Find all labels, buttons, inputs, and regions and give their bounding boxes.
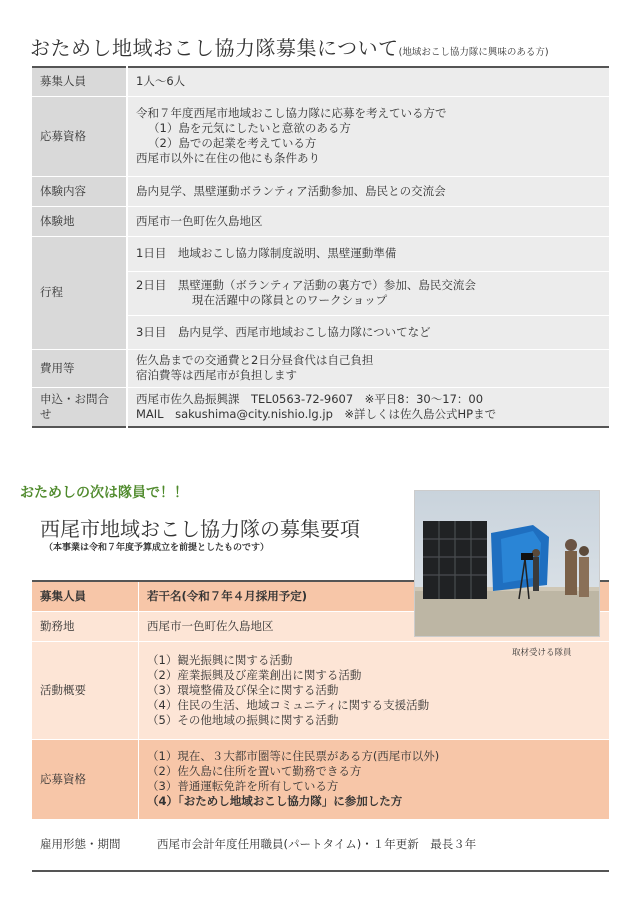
schedule-day-3: 3日目 島内見学、西尾市地域おこし協力隊についてなど: [127, 315, 609, 349]
trial-program-table: [32, 66, 609, 428]
row-label: 申込・お問合せ: [32, 387, 127, 427]
table-row: [32, 819, 609, 871]
schedule-day-1: 1日目 地域おこし協力隊制度説明、黒壁運動準備: [127, 236, 609, 271]
row-value: 西尾市会計年度任用職員(パートタイム)・１年更新 最長３年: [139, 819, 610, 871]
row-label: 応募資格: [32, 96, 127, 176]
table-row: [32, 96, 609, 176]
row-value: 西尾市一色町佐久島地区: [139, 611, 610, 641]
row-value: 令和７年度西尾市地域おこし協力隊に応募を考えている方で （1）島を元気にしたいと意欲のある方 （2）島での起業を考えている方 西尾市以外に在住の他にも条件あり: [127, 96, 609, 176]
photo-interview: [414, 490, 600, 637]
row-value: 西尾市一色町佐久島地区: [127, 206, 609, 236]
table-row: [32, 176, 609, 206]
table-row: [32, 387, 609, 427]
schedule-day-2: 2日目 黒壁運動（ボランティア活動の裏方で）参加、島民交流会 現在活躍中の隊員とのワークショップ: [127, 271, 609, 315]
row-label: 雇用形態・期間: [32, 819, 139, 871]
row-label: 募集人員: [32, 581, 139, 611]
row-label: 体験内容: [32, 176, 127, 206]
photo-caption: 取材受ける隊員: [512, 648, 572, 658]
photo-image: [415, 491, 599, 636]
row-value: （1）現在、３大都市圏等に住民票がある方(西尾市以外) （2）佐久島に住所を置いて勤務できる方 （3）普通運転免許を所有している方 （4）「おためし地域おこし協力隊」に参加した方: [139, 739, 610, 819]
budget-note: （本事業は令和７年度予算成立を前提としたものです）: [44, 543, 270, 553]
table-row: [32, 67, 609, 96]
section1-title: おためし地域おこし協力隊募集について(地域おこし協力隊に興味のある方): [30, 36, 549, 60]
row-label: 募集人員: [32, 67, 127, 96]
table-row: [32, 206, 609, 236]
row-label: 勤務地: [32, 611, 139, 641]
table-row: [32, 349, 609, 387]
row-value: 西尾市佐久島振興課 TEL0563-72-9607 ※平日8：30～17：00 MAIL sakushima@city.nishio.lg.jp ※詳しくは佐久島公式HPまで: [127, 387, 609, 427]
row-label: 体験地: [32, 206, 127, 236]
row-label: 行程: [32, 236, 127, 349]
table-row: [32, 236, 609, 271]
table-row: [32, 739, 609, 819]
row-value: 佐久島までの交通費と2日分昼食代は自己負担 宿泊費等は西尾市が負担します: [127, 349, 609, 387]
tagline: おためしの次は隊員で！！: [20, 485, 188, 501]
section1-title-note: (地域おこし協力隊に興味のある方): [398, 47, 549, 58]
section2-title: 西尾市地域おこし協力隊の募集要項: [40, 517, 360, 541]
row-value: （1）観光振興に関する活動 （2）産業振興及び産業創出に関する活動 （3）環境整備及び保全に関する活動 （4）住民の生活、地域コミュニティに関する支援活動 （5）その他地域の振興に関する活動: [139, 641, 610, 739]
row-value: 1人～6人: [127, 67, 609, 96]
row-value: 若干名(令和７年４月採用予定): [139, 581, 610, 611]
row-label: 応募資格: [32, 739, 139, 819]
row-label: 活動概要: [32, 641, 139, 739]
row-value: 島内見学、黒壁運動ボランティア活動参加、島民との交流会: [127, 176, 609, 206]
row-label: 費用等: [32, 349, 127, 387]
